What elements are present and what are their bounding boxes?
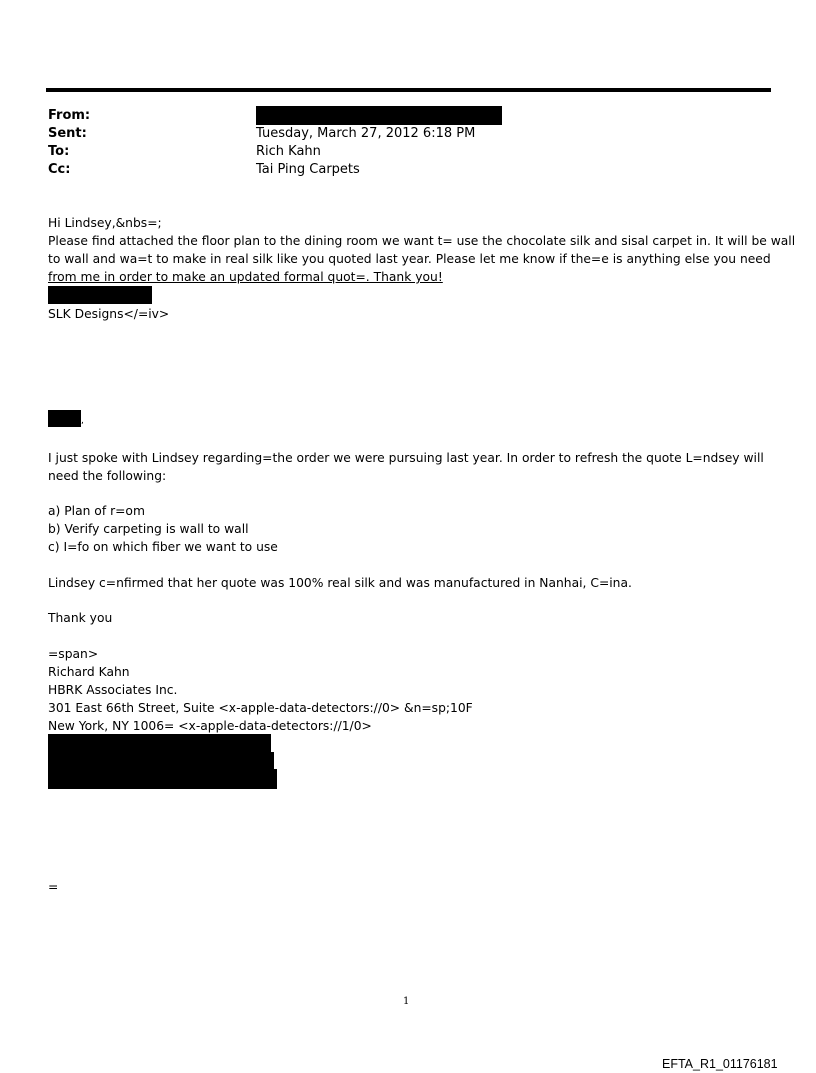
- signature-line: =span>: [48, 647, 99, 661]
- body-line: need the following:: [48, 469, 167, 483]
- to-value: Rich Kahn: [256, 144, 321, 159]
- sender-name-redaction: [48, 286, 152, 304]
- signature-city: New York, NY 1006= <x-apple-data-detectors://1/0>: [48, 719, 372, 733]
- cc-label: Cc:: [48, 162, 71, 177]
- from-label: From:: [48, 108, 91, 123]
- trailer-line: =: [48, 880, 59, 894]
- body-line: I just spoke with Lindsey regarding=the order we were pursuing last year. In order to refresh the quote L=ndsey will: [48, 451, 764, 465]
- list-item: b) Verify carpeting is wall to wall: [48, 522, 249, 536]
- signature-company: HBRK Associates Inc.: [48, 683, 178, 697]
- signature-name: Richard Kahn: [48, 665, 130, 679]
- signature-address: 301 East 66th Street, Suite <x-apple-data-detectors://0> &n=sp;10F: [48, 701, 473, 715]
- contact-redaction: [48, 734, 271, 754]
- from-redaction: [256, 106, 502, 125]
- sent-value: Tuesday, March 27, 2012 6:18 PM: [256, 126, 476, 141]
- body-line: Please find attached the floor plan to the dining room we want t= use the chocolate silk and sisal carpet in. It will be wall: [48, 234, 796, 248]
- closing-line: Thank you: [48, 611, 113, 625]
- document-id: EFTA_R1_01176181: [662, 1057, 778, 1071]
- page-number: 1: [403, 996, 410, 1007]
- list-item: c) I=fo on which fiber we want to use: [48, 540, 278, 554]
- to-label: To:: [48, 144, 70, 159]
- recipient-name-redaction: [48, 410, 81, 427]
- body-line: to wall and wa=t to make in real silk like you quoted last year. Please let me know if the=e is anything else you need: [48, 252, 771, 266]
- sent-label: Sent:: [48, 126, 87, 141]
- sender-company: SLK Designs</=iv>: [48, 307, 170, 321]
- contact-redaction: [48, 769, 277, 789]
- list-item: a) Plan of r=om: [48, 504, 145, 518]
- cc-value: Tai Ping Carpets: [256, 162, 360, 177]
- body-line: from me in order to make an updated formal quot=. Thank you!: [48, 270, 443, 284]
- greeting-line: Hi Lindsey,&nbs=;: [48, 216, 162, 230]
- body-line: Lindsey c=nfirmed that her quote was 100% real silk and was manufactured in Nanhai, C=ina.: [48, 576, 632, 590]
- greeting2-comma: ,: [81, 416, 84, 426]
- header-rule: [46, 88, 771, 92]
